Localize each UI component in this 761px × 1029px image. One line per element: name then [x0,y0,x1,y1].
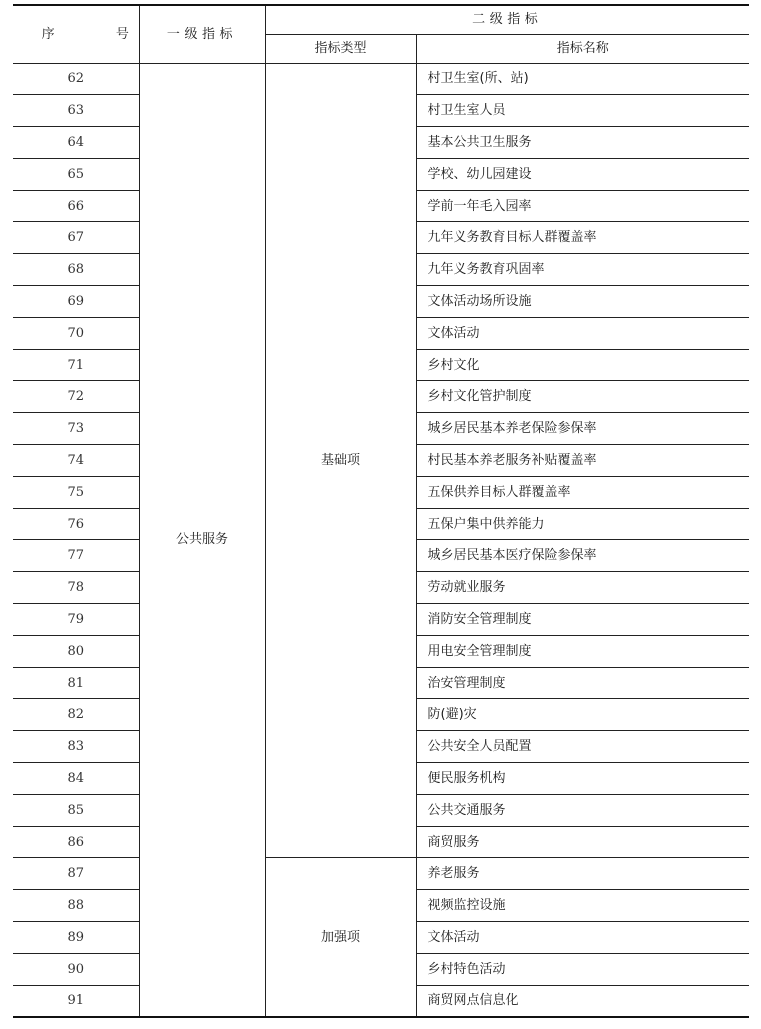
row-seq: 66 [13,190,139,222]
indicator-name: 九年义务教育巩固率 [416,254,749,286]
row-seq: 69 [13,286,139,318]
row-seq: 71 [13,349,139,381]
row-seq: 79 [13,604,139,636]
row-seq: 87 [13,858,139,890]
indicator-name: 村卫生室人员 [416,95,749,127]
indicator-name: 村民基本养老服务补贴覆盖率 [416,445,749,477]
row-seq: 88 [13,890,139,922]
indicator-name: 村卫生室(所、站) [416,63,749,95]
indicator-name: 商贸服务 [416,826,749,858]
row-seq: 91 [13,985,139,1017]
indicator-name: 学校、幼儿园建设 [416,158,749,190]
table-row [13,63,749,95]
row-seq: 74 [13,445,139,477]
indicator-name: 公共交通服务 [416,794,749,826]
indicator-name: 城乡居民基本医疗保险参保率 [416,540,749,572]
table-header [13,5,749,63]
header-name: 指标名称 [416,34,749,63]
table-body [13,63,749,1017]
indicator-name: 九年义务教育目标人群覆盖率 [416,222,749,254]
indicator-name: 治安管理制度 [416,667,749,699]
row-seq: 63 [13,95,139,127]
row-seq: 85 [13,794,139,826]
row-seq: 77 [13,540,139,572]
indicator-name: 乡村文化管护制度 [416,381,749,413]
indicator-name: 用电安全管理制度 [416,635,749,667]
indicator-name: 城乡居民基本养老保险参保率 [416,413,749,445]
row-seq: 75 [13,476,139,508]
row-seq: 78 [13,572,139,604]
row-seq: 73 [13,413,139,445]
row-seq: 72 [13,381,139,413]
indicator-name: 文体活动 [416,922,749,954]
row-seq: 89 [13,922,139,954]
header-seq: 序 号 [13,5,139,63]
indicator-name: 文体活动 [416,317,749,349]
indicator-name: 养老服务 [416,858,749,890]
header-type: 指标类型 [265,34,416,63]
indicator-name: 消防安全管理制度 [416,604,749,636]
row-seq: 65 [13,158,139,190]
indicator-name: 文体活动场所设施 [416,286,749,318]
header-level1: 一级指标 [139,5,265,63]
row-seq: 82 [13,699,139,731]
row-seq: 70 [13,317,139,349]
indicator-name: 便民服务机构 [416,763,749,795]
row-seq: 86 [13,826,139,858]
indicator-name: 商贸网点信息化 [416,985,749,1017]
row-seq: 76 [13,508,139,540]
row-seq: 83 [13,731,139,763]
indicator-name: 学前一年毛入园率 [416,190,749,222]
indicator-table [13,4,749,1018]
row-seq: 68 [13,254,139,286]
indicator-type: 基础项 [265,63,416,858]
indicator-name: 视频监控设施 [416,890,749,922]
row-seq: 84 [13,763,139,795]
indicator-name: 劳动就业服务 [416,572,749,604]
indicator-name: 基本公共卫生服务 [416,127,749,159]
indicator-name: 乡村文化 [416,349,749,381]
row-seq: 81 [13,667,139,699]
row-seq: 64 [13,127,139,159]
indicator-type: 加强项 [265,858,416,1017]
level1-indicator: 公共服务 [139,63,265,1017]
indicator-name: 乡村特色活动 [416,953,749,985]
indicator-name: 五保供养目标人群覆盖率 [416,476,749,508]
indicator-name: 公共安全人员配置 [416,731,749,763]
header-level2: 二级指标 [265,5,749,34]
row-seq: 62 [13,63,139,95]
row-seq: 90 [13,953,139,985]
indicator-name: 五保户集中供养能力 [416,508,749,540]
row-seq: 80 [13,635,139,667]
row-seq: 67 [13,222,139,254]
indicator-name: 防(避)灾 [416,699,749,731]
table-row [13,858,749,890]
